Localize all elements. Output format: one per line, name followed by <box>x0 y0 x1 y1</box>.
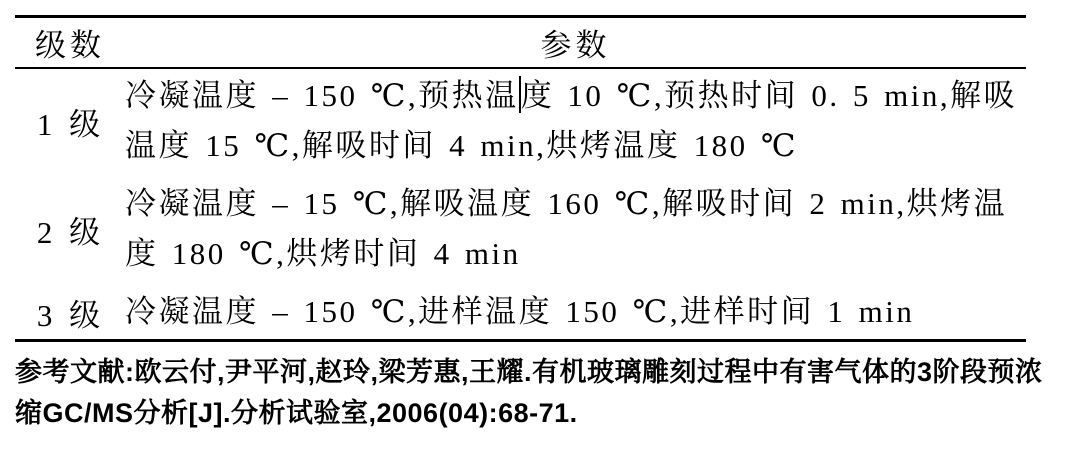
params-cell: 冷凝温度 – 15 ℃,解吸温度 160 ℃,解吸时间 2 min,烘烤温度 180 ℃,烘烤时间 4 min <box>125 186 1008 271</box>
table-bottom-rule <box>15 339 1026 342</box>
header-cell-params: 参数 <box>540 28 611 63</box>
reference-citation: 欧云付,尹平河,赵玲,梁芳惠,王耀.有机玻璃雕刻过程中有害气体的3阶段预浓缩GC/MS分析[J].分析试验室,2006(04):68-71. <box>15 357 1043 428</box>
level-cell: 3 级 <box>36 297 104 333</box>
table-row <box>15 175 1026 283</box>
table-row <box>15 283 1026 339</box>
params-text-before-cursor: 冷凝温度 – 150 ℃,预热温 <box>125 78 519 113</box>
parameters-table <box>15 15 1026 342</box>
params-cell: 冷凝温度 – 150 ℃,进样温度 150 ℃,进样时间 1 min <box>125 294 915 329</box>
params-text-after-cursor: 度 10 ℃,预热时间 0. 5 min,解吸温度 15 ℃,解吸时间 4 min,烘烤温度 180 ℃ <box>125 78 1018 163</box>
header-cell-level: 级数 <box>35 28 105 63</box>
table-body <box>15 69 1026 339</box>
table-header-row <box>15 18 1026 67</box>
params-cell <box>125 71 1026 171</box>
reference-label: 参考文献: <box>15 357 135 387</box>
level-cell: 2 级 <box>36 214 104 250</box>
table-row <box>15 69 1026 175</box>
level-cell: 1 级 <box>36 106 104 142</box>
reference-paragraph <box>15 352 1057 434</box>
